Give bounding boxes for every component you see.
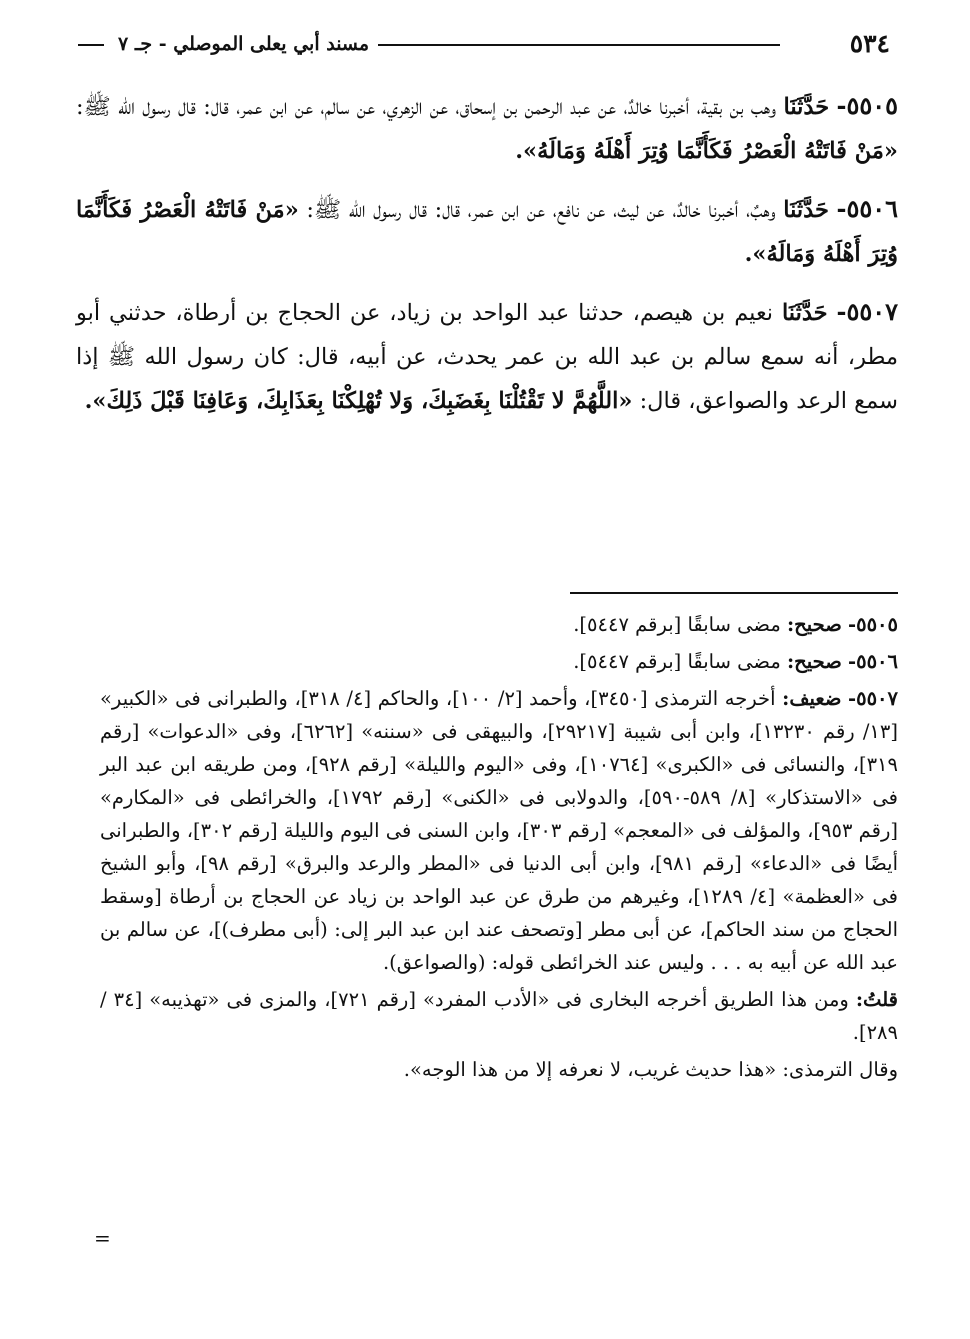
remark-label: قلتُ: — [855, 988, 898, 1011]
footnote-text: مضى سابقًا [برقم ٥٤٤٧]. — [573, 613, 781, 636]
hadith-matn: «اللَّهُمَّ لا تَقْتُلْنَا بِغَضَبِكَ، وَلا تُهْلِكْنَا بِعَذَابِكَ، وَعَافِنَا قَبْلَ ذَلِكَ». — [84, 388, 633, 414]
footnote-5507 — [100, 682, 898, 979]
hadith-5506 — [76, 187, 898, 276]
book-title: مسند أبي يعلى الموصلي - جـ ٧ — [118, 33, 370, 55]
hadith-isnad: وهب بن بقية، أخبرنا خالدٌ، عن عبد الرحمن بن إسحاق، عن الزهري، عن سالم، عن ابن عمر، قال: قال رسول الله ﷺ: — [76, 94, 777, 120]
footnote-number: ٥٥٠٧- — [848, 687, 899, 710]
footnotes — [100, 608, 898, 1090]
hadith-lead: حَدَّثَنَا — [783, 94, 830, 120]
running-header — [78, 26, 890, 62]
footnote-grade: صحيح: — [786, 650, 842, 673]
page-number: ٥٣٤ — [849, 29, 890, 58]
remark-text: وقال الترمذى: «هذا حديث غريب، لا نعرفه إلا من هذا الوجه». — [403, 1058, 898, 1081]
hadith-5507 — [76, 290, 898, 423]
hadith-isnad: نعيم بن هيصم، حدثنا عبد الواحد بن زياد، عن الحجاج بن أرطاة، حدثني أبو مطر، أنه سمع سالم بن عبد الله بن عمر يحدث، عن أبيه، قال: كان رسول الله ﷺ إذا سمع الرعد والصواعق، قال: — [76, 300, 898, 414]
footnote-number: ٥٥٠٥- — [848, 613, 898, 636]
header-rule — [378, 44, 780, 46]
footnote-5506 — [100, 645, 898, 678]
footnote-number: ٥٥٠٦- — [848, 650, 898, 673]
hadith-number: ٥٥٠٥- — [836, 91, 899, 120]
footnote-5505 — [100, 608, 898, 641]
footnote-text: مضى سابقًا [برقم ٥٤٤٧]. — [573, 650, 781, 673]
continuation-mark: = — [94, 1226, 111, 1250]
footnote-grade: صحيح: — [786, 613, 842, 636]
footnote-text: أخرجه الترمذى [٣٤٥٠]، وأحمد [٢/ ١٠٠]، والحاكم [٤/ ٣١٨]، والطبرانى فى «الكبير» [١٣/ رقم ١٣٢٣٠]، وابن أبى شيبة [٢٩٢١٧]، والبيهقى فى «سننه» [٦٢٦٢]، وفى «الدعوات» [رقم ٣١٩]، والنسائى فى «الكبرى» [١٠٧٦٤]، وفى «اليوم والليلة» [رقم ٩٢٨]، ومن طريقه ابن عبد البر فى «الاستذكار» [٨/ ٥٨٩-٥٩٠]، والدولابى فى «الكنى» [رقم ١٧٩٢]، والخرائطى فى «المكارم» [رقم ٩٥٣]، والمؤلف فى «المعجم» [رقم ٣٠٣]، وابن السنى فى اليوم والليلة [رقم ٣٠٢]، والطبرانى أيضًا فى «الدعاء» [رقم ٩٨١]، وابن أبى الدنيا فى «المطر والرعد والبرق» [رقم ٩٨]، وأبو الشيخ فى «العظمة» [٤/ ١٢٨٩]، وغيرهم من طرق عن عبد الواحد بن زياد عن الحجاج بن أرطاة [وسقط الحجاج من سند الحاكم]، عن أبى مطر [وتصحف عند ابن عبد البر إلى: (أبى مطرف)]، عن سالم بن عبد الله عن أبيه به . . . وليس عند الخرائطى قوله: (والصواعق). — [100, 687, 899, 974]
hadith-number: ٥٥٠٦- — [836, 194, 898, 223]
hadith-lead: حَدَّثَنَا — [783, 197, 829, 223]
remark-tirmidhi — [100, 1053, 898, 1086]
header-dash — [78, 44, 104, 46]
hadith-matn: «مَنْ فَاتَتْهُ الْعَصْرُ فَكَأَنَّمَا وُتِرَ أَهْلَهُ وَمَالَهُ». — [76, 197, 898, 267]
hadith-isnad: وهبٌ، أخبرنا خالدٌ، عن ليث، عن نافع، عن ابن عمر، قال: قال رسول الله ﷺ: — [306, 197, 776, 223]
main-text — [76, 84, 898, 437]
hadith-matn: «مَنْ فَاتَتْهُ الْعَصْرُ فَكَأَنَّمَا وُتِرَ أَهْلَهُ وَمَالَهُ». — [515, 138, 898, 164]
hadith-lead: حَدَّثَنَا — [781, 300, 828, 326]
footnote-grade: ضعيف: — [782, 687, 842, 710]
footnote-separator — [570, 592, 898, 594]
remark-qultu — [100, 983, 898, 1049]
hadith-5505 — [76, 84, 898, 173]
hadith-number: ٥٥٠٧- — [836, 297, 898, 326]
remark-text: ومن هذا الطريق أخرجه البخارى فى «الأدب المفرد» [رقم ٧٢١]، والمزى فى «تهذيبه» [٣٤ / ٢٨٩]. — [100, 988, 898, 1044]
